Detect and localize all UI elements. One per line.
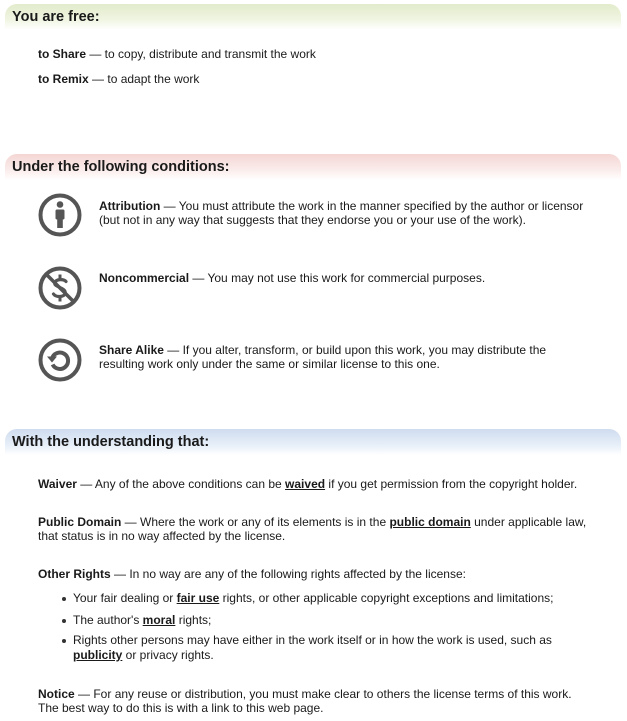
- noncommercial-icon: [38, 266, 82, 310]
- other-rights-bullet-publicity-line2: [73, 648, 214, 663]
- notice-text: — For any reuse or distribution, you must make clear to others the license terms of this work.: [74, 687, 572, 701]
- section-header-understanding: With the understanding that:: [5, 429, 621, 455]
- notice-line2: The best way to do this is with a link to this web page.: [38, 701, 324, 715]
- condition-attribution-line2: (but not in any way that suggests that they endorse you or your use of the work).: [99, 213, 526, 227]
- condition-noncommercial: [99, 271, 485, 286]
- other-rights-bullet-publicity: Rights other persons may have either in the work itself or in how the work is used, such as: [73, 633, 552, 647]
- bullet-dot: [62, 597, 66, 601]
- condition-attribution: [99, 199, 583, 214]
- bullet-text-end: rights;: [175, 613, 212, 627]
- freedom-text: — to copy, distribute and transmit the work: [86, 47, 316, 61]
- fair-use-link[interactable]: fair use: [176, 591, 220, 605]
- bullet-text-end: or privacy rights.: [122, 648, 214, 662]
- other-rights-term: Other Rights: [38, 567, 111, 581]
- section-header-conditions: Under the following conditions:: [5, 154, 621, 180]
- waiver-term: Waiver: [38, 477, 77, 491]
- moral-link[interactable]: moral: [142, 613, 176, 627]
- share-alike-icon: [38, 338, 82, 382]
- freedom-term: to Remix: [38, 72, 89, 86]
- waiver-text-end: if you get permission from the copyright holder.: [325, 477, 578, 491]
- condition-text: — You may not use this work for commercial purposes.: [189, 271, 486, 285]
- condition-share-alike: [99, 343, 546, 358]
- condition-term: Noncommercial: [99, 271, 190, 285]
- waived-link[interactable]: waived: [285, 477, 326, 491]
- condition-text: — You must attribute the work in the manner specified by the author or licensor: [160, 199, 584, 213]
- public-domain-link[interactable]: public domain: [389, 515, 471, 529]
- condition-term: Attribution: [99, 199, 161, 213]
- waiver-paragraph: [38, 477, 577, 492]
- freedom-text: — to adapt the work: [88, 72, 200, 86]
- waiver-text: — Any of the above conditions can be: [76, 477, 286, 491]
- freedom-remix: [38, 72, 199, 87]
- bullet-dot: [62, 619, 66, 623]
- condition-text: — If you alter, transform, or build upon this work, you may distribute the: [163, 343, 547, 357]
- bullet-text-end: rights, or other applicable copyright exceptions and limitations;: [219, 591, 554, 605]
- bullet-text: Your fair dealing or: [73, 591, 177, 605]
- notice-term: Notice: [38, 687, 75, 701]
- other-rights-bullet-moral: [73, 613, 211, 628]
- public-domain-text-end: under applicable law,: [470, 515, 587, 529]
- other-rights-text: — In no way are any of the following rights affected by the license:: [110, 567, 466, 581]
- freedom-share: [38, 47, 316, 62]
- condition-share-alike-line2: resulting work only under the same or similar license to this one.: [99, 357, 440, 371]
- public-domain-term: Public Domain: [38, 515, 122, 529]
- notice-paragraph: [38, 687, 572, 702]
- public-domain-paragraph: [38, 515, 586, 530]
- attribution-icon: [38, 193, 82, 237]
- other-rights-paragraph: [38, 567, 466, 582]
- bullet-dot: [62, 639, 66, 643]
- public-domain-text: — Where the work or any of its elements is in the: [121, 515, 390, 529]
- publicity-link[interactable]: publicity: [73, 648, 123, 662]
- section-header-free: You are free:: [5, 4, 621, 30]
- other-rights-bullet-fair-use: [73, 591, 554, 606]
- public-domain-line2: that status is in no way affected by the license.: [38, 529, 286, 543]
- condition-term: Share Alike: [99, 343, 164, 357]
- freedom-term: to Share: [38, 47, 87, 61]
- bullet-text: The author's: [73, 613, 143, 627]
